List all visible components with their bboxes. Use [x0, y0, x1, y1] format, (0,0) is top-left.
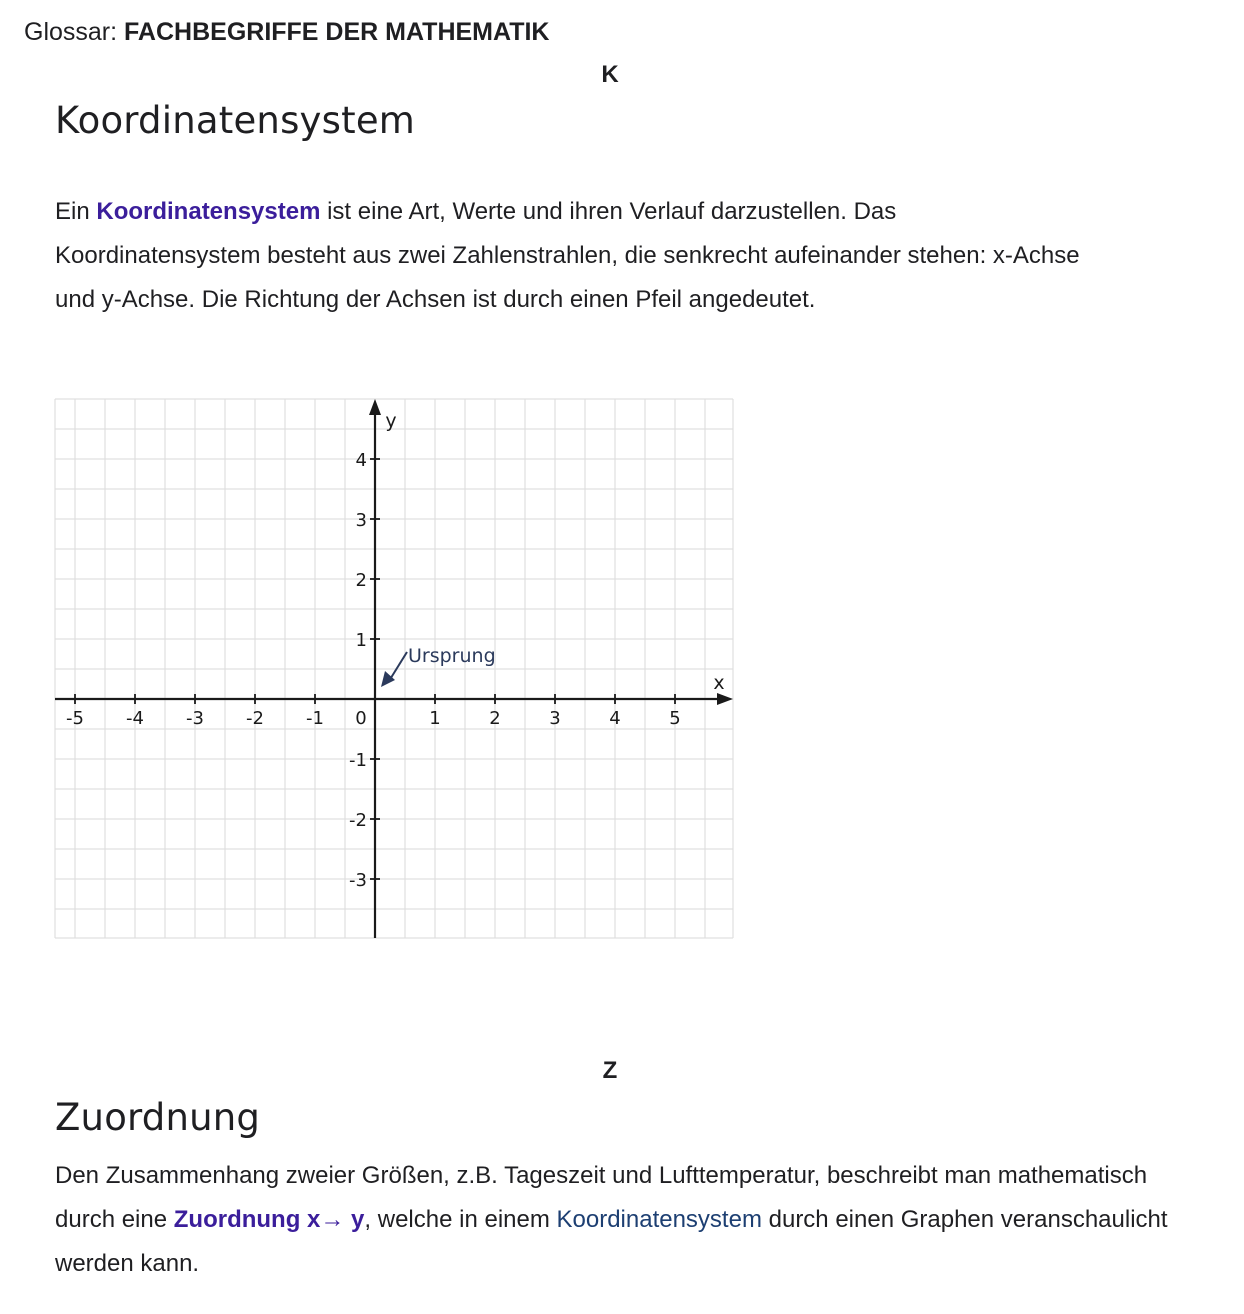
annotation-arrow-line	[389, 652, 407, 681]
x-tick-label: -1	[306, 708, 324, 729]
x-tick-label: -2	[246, 708, 264, 729]
letter-heading-k: K	[601, 61, 619, 88]
text-segment: , welche in einem	[364, 1206, 557, 1233]
text-segment: Den Zusammenhang zweier Größen, z.B. Tageszeit und Lufttemperatur, beschreibt man mathematisch durch eine	[55, 1162, 1148, 1233]
origin-label: 0	[355, 708, 367, 729]
x-axis-label: x	[713, 672, 725, 694]
x-tick-label: 4	[609, 708, 621, 729]
y-tick-label: -2	[349, 810, 367, 831]
glossary-title: FACHBEGRIFFE DER MATHEMATIK	[124, 18, 550, 46]
letter-heading-z: Z	[602, 1057, 618, 1084]
text-segment: Ein	[55, 198, 97, 225]
grid	[55, 399, 733, 938]
term-title-koordinatensystem: Koordinatensystem	[55, 99, 416, 142]
keyword-zuordnung[interactable]: Zuordnung x→ y	[173, 1206, 365, 1233]
y-tick-label: 2	[355, 570, 367, 591]
definition-zuordnung	[55, 1154, 1195, 1286]
annotation-label: Ursprung	[408, 645, 496, 667]
x-axis-arrow-icon	[717, 693, 733, 705]
coordinate-system-figure	[0, 0, 760, 960]
y-tick-label: 3	[355, 510, 367, 531]
x-tick-label: 1	[429, 708, 441, 729]
x-tick-label: 2	[489, 708, 501, 729]
y-tick-label: -1	[349, 750, 367, 771]
text-segment: ist eine Art, Werte und ihren Verlauf darzustellen. Das Koordinatensystem besteht aus zwei Zahlenstrahlen, die senkrecht aufeinander stehen: x-Achse und y-Achse. Die Richtung der Achsen ist durch einen Pfeil angedeutet.	[55, 198, 1080, 313]
y-tick-label: 1	[355, 630, 367, 651]
x-tick-label: -3	[186, 708, 204, 729]
annotations	[381, 645, 496, 687]
y-tick-label: -3	[349, 870, 367, 891]
y-tick-label: 4	[355, 450, 367, 471]
y-axis-arrow-icon	[369, 399, 381, 415]
keyword-koordinatensystem[interactable]: Koordinatensystem	[96, 198, 321, 225]
x-tick-label: -4	[126, 708, 144, 729]
x-tick-label: 3	[549, 708, 561, 729]
term-title-zuordnung: Zuordnung	[55, 1096, 261, 1139]
x-tick-label: 5	[669, 708, 681, 729]
y-axis-label: y	[385, 410, 397, 432]
text-segment: durch einen Graphen veranschaulicht werden kann.	[55, 1206, 1168, 1277]
link-koordinatensystem[interactable]: Koordinatensystem	[556, 1206, 762, 1233]
x-tick-label: -5	[66, 708, 84, 729]
glossary-prefix: Glossar:	[24, 18, 125, 46]
